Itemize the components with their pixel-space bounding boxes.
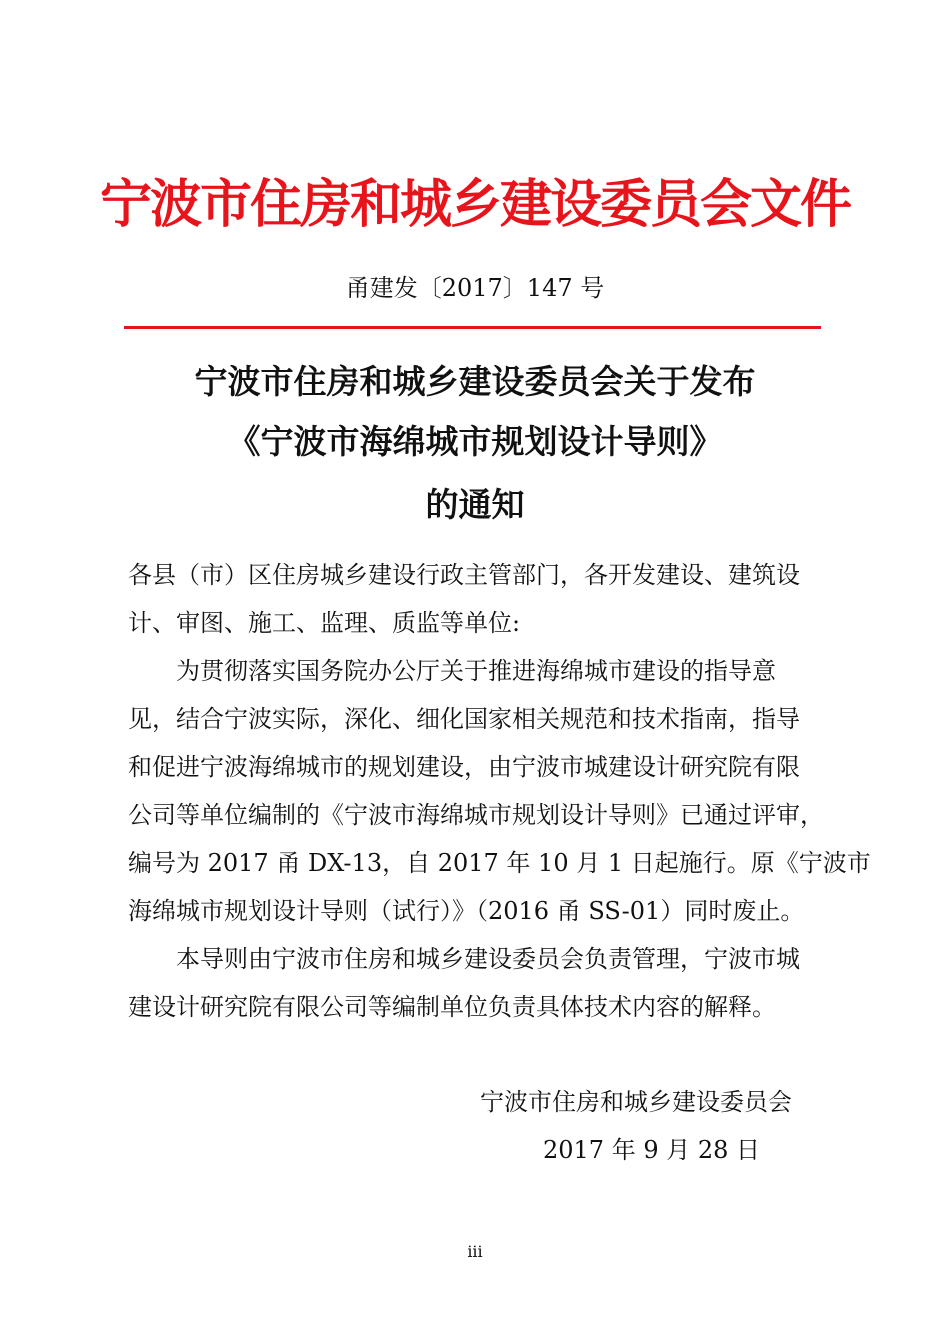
signature-organization: 宁波市住房和城乡建设委员会 [480,1088,792,1116]
body-line: 见，结合宁波实际，深化、细化国家相关规范和技术指南，指导 [128,705,800,733]
body-line: 各县（市）区住房城乡建设行政主管部门，各开发建设、建筑设 [128,561,800,589]
masthead-title: 宁波市住房和城乡建设委员会文件 [99,174,850,235]
document-number: 甬建发〔2017〕147 号 [345,274,605,302]
body-line: 建设计研究院有限公司等编制单位负责具体技术内容的解释。 [128,993,776,1021]
notice-title-line-3: 的通知 [425,485,525,524]
body-line: 公司等单位编制的《宁波市海绵城市规划设计导则》已通过评审， [128,801,824,829]
notice-title-line-2: 《宁波市海绵城市规划设计导则》 [227,422,723,461]
body-line: 海绵城市规划设计导则（试行）》（2016 甬 SS-01）同时废止。 [128,897,805,925]
body-line: 为贯彻落实国务院办公厅关于推进海绵城市建设的指导意 [176,657,776,685]
red-divider [124,326,821,329]
body-line: 本导则由宁波市住房和城乡建设委员会负责管理，宁波市城 [176,945,800,973]
body-line: 编号为 2017 甬 DX-13，自 2017 年 10 月 1 日起施行。原《宁波市 [128,849,871,877]
notice-title-line-1: 宁波市住房和城乡建设委员会关于发布 [194,362,756,401]
body-line: 和促进宁波海绵城市的规划建设，由宁波市城建设计研究院有限 [128,753,800,781]
page-number: iii [467,1242,483,1261]
body-line: 计、审图、施工、监理、质监等单位: [128,609,521,637]
signature-date: 2017 年 9 月 28 日 [543,1136,761,1164]
